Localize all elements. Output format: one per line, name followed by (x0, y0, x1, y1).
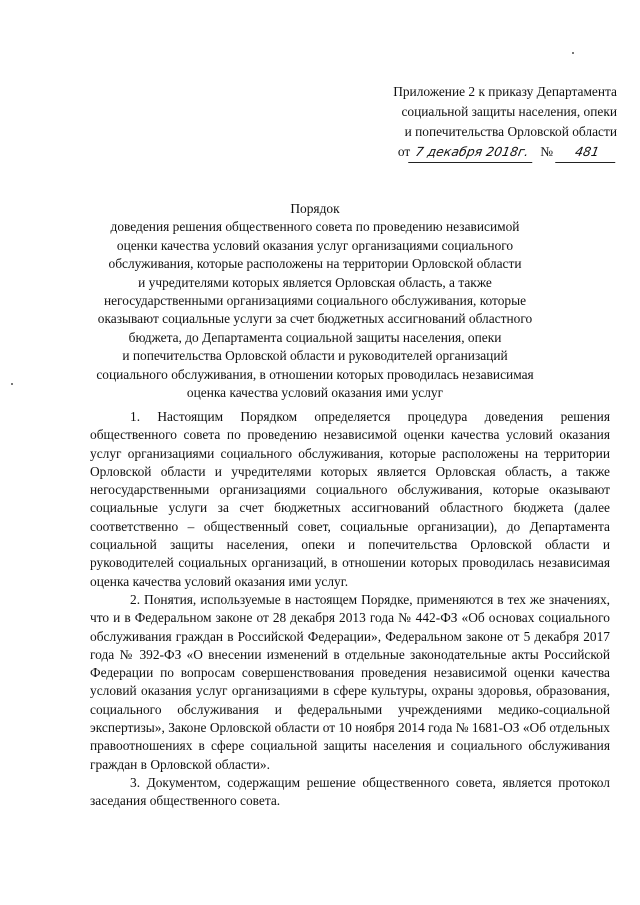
title-line: оценка качества условий оказания ими услуг (186, 385, 444, 401)
paragraph: 1. Настоящим Порядком определяется процедура доведения решения общественного совета по проведению независимой оценки качества условий оказания услуг организациями социального обслуживания, которые расположены на территории Орловской области и учредителями которых является Орловская область, а также негосударственными организациями социального обслуживания, которые оказывают социальные услуги за счет бюджетных ассигнований областного бюджета (далее соответственно – общественный совет, социальные организации), до Департамента социальной защиты населения, опеки и попечительства Орловской области и руководителей социальных организаций, в отношении которых проводилась независимая оценка качества условий оказания ими услуг. (90, 409, 610, 589)
document-title (90, 200, 540, 402)
number-label: № (540, 144, 553, 159)
annex-line: Приложение 2 к приказу Департамента (393, 84, 617, 99)
from-label: от (397, 144, 411, 159)
title-line: обслуживания, которые расположены на территории Орловской области (108, 256, 522, 272)
scan-speck (572, 52, 574, 54)
annex-line: и попечительства Орловской области (404, 124, 617, 139)
title-line: негосударственными организациями социального обслуживания, которые (103, 293, 527, 309)
document-body (90, 408, 610, 811)
handwritten-number: 481 (555, 142, 619, 163)
title-heading: Порядок (290, 201, 340, 216)
annex-header (345, 82, 617, 163)
title-line: доведения решения общественного совета по проведению независимой (110, 219, 520, 235)
scan-speck (11, 383, 13, 385)
title-line: социального обслуживания, в отношении которых проводилась независимая (96, 366, 534, 382)
handwritten-date: 7 декабря 2018г. (408, 142, 536, 163)
title-line: оказывают социальные услуги за счет бюджетных ассигнований областного (97, 311, 533, 327)
title-line: и попечительства Орловской области и руководителей организаций (122, 348, 508, 364)
title-line: и учредителями которых является Орловская область, а также (138, 274, 492, 290)
order-date-number (345, 142, 617, 163)
paragraph: 3. Документом, содержащим решение общественного совета, является протокол заседания общественного совета. (90, 774, 610, 809)
title-line: бюджета, до Департамента социальной защиты населения, опеки (128, 329, 502, 345)
paragraph: 2. Понятия, используемые в настоящем Порядке, применяются в тех же значениях, что и в Федеральном законе от 28 декабря 2013 года № 442-ФЗ «Об основах социального обслуживания граждан в Российской Федерации», Федеральном законе от 5 декабря 2017 года № 392-ФЗ «О внесении изменений в отдельные законодательные акты Российской Федерации по вопросам совершенствования проведения независимой оценки качества условий оказания услуг организациями в сфере культуры, охраны здоровья, образования, социального обслуживания и федеральными учреждениями медико-социальной экспертизы», Законе Орловской области от 10 ноября 2014 года № 1681-ОЗ «Об отдельных правоотношениях в сфере социальной защиты населения и социального обслуживания граждан в Орловской области». (90, 591, 610, 772)
annex-line: социальной защиты населения, опеки (401, 104, 617, 119)
title-line: оценки качества условий оказания услуг организациями социального (116, 237, 514, 253)
